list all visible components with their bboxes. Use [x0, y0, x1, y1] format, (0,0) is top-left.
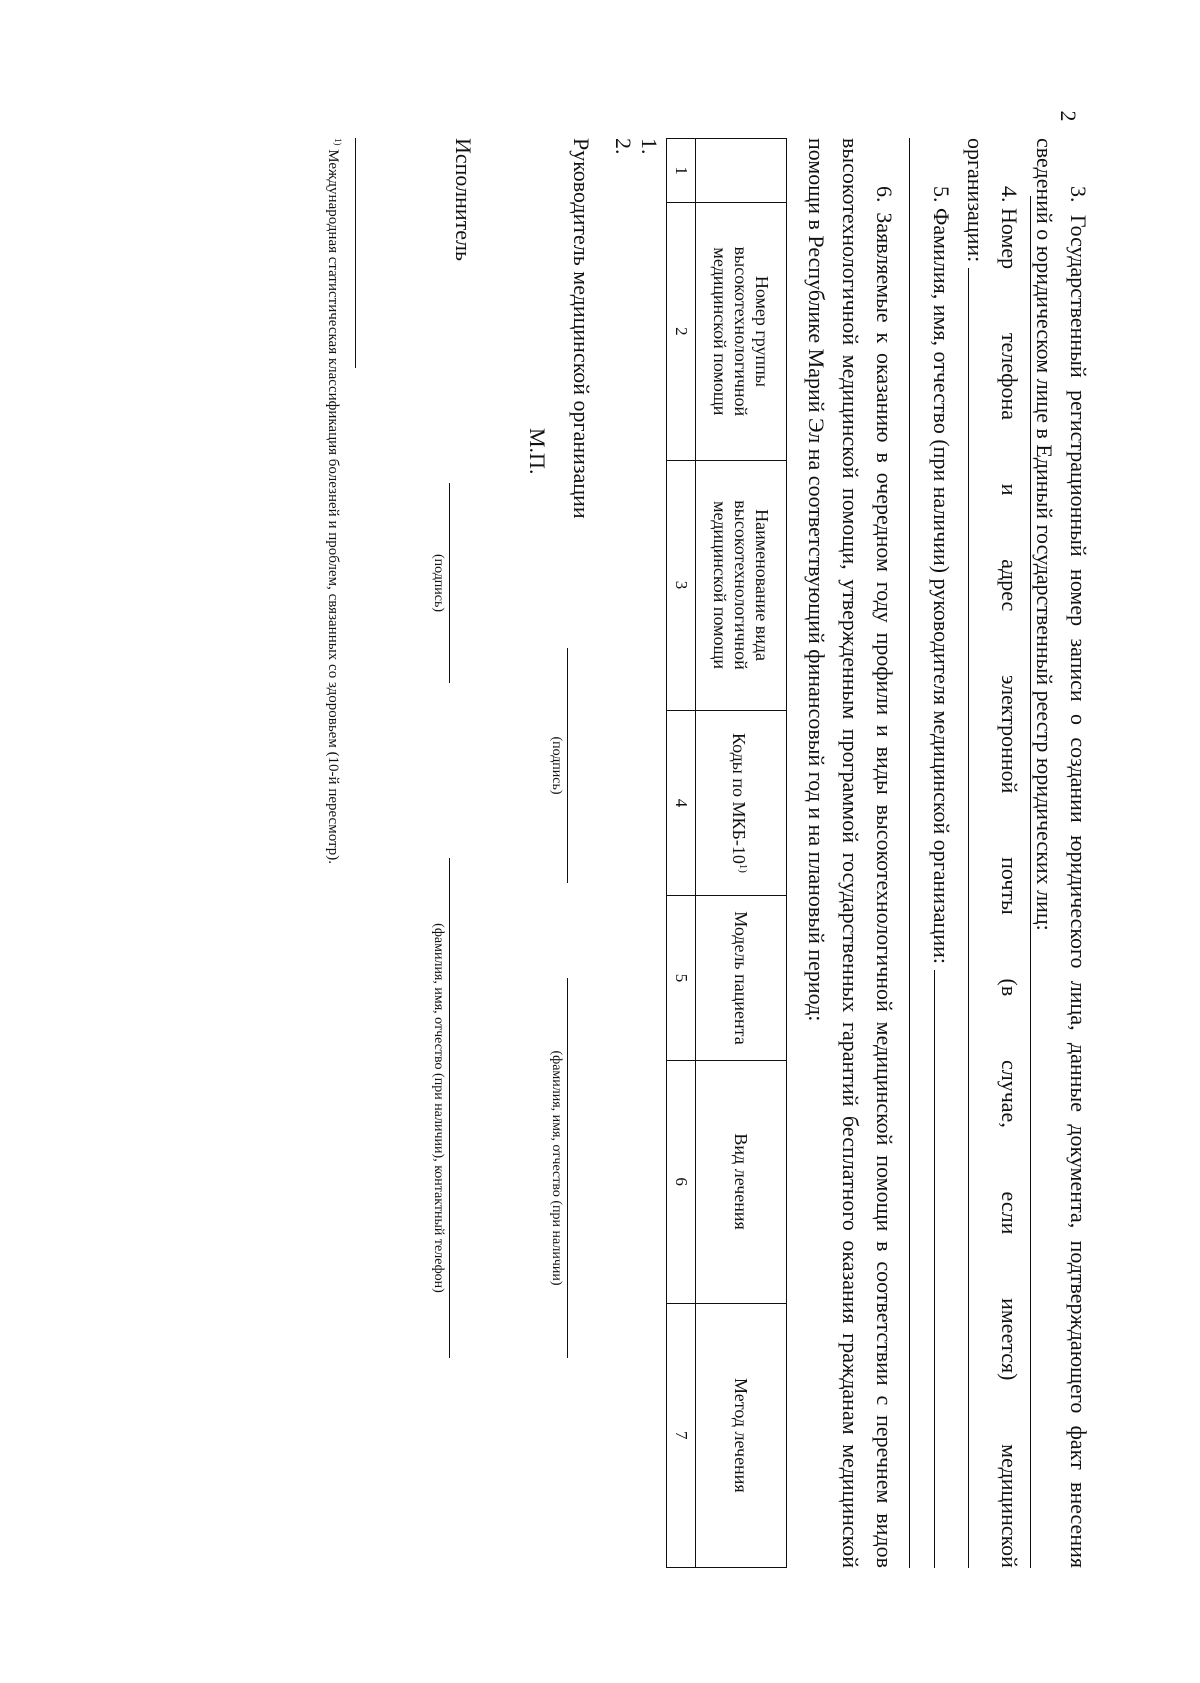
section-5-extra-line	[909, 138, 924, 1568]
mp-label: М.П.	[525, 428, 550, 475]
table-header-cell-6: Вид лечения	[696, 1060, 787, 1303]
executor-name-caption: (фамилия, имя, отчество (при наличии), контактный телефон)	[431, 923, 446, 1293]
numbered-list	[610, 138, 662, 1568]
section-4-word-7: (в	[997, 978, 1022, 997]
executor-signature-line	[449, 483, 476, 683]
executor-signature-caption: (подпись)	[431, 553, 446, 613]
list-item: 1.	[637, 138, 662, 155]
mkb-footnote-mark: 1)	[737, 863, 750, 873]
table-number-row	[667, 139, 696, 1568]
rotated-page-content	[165, 138, 1125, 1568]
section-4-blank-line	[968, 268, 991, 1568]
section-4-line	[992, 138, 1026, 1568]
executor-name-line	[449, 858, 476, 1358]
table-number-cell: 5	[667, 896, 696, 1060]
table-header-cell-7: Метод лечения	[696, 1303, 787, 1567]
footnote-separator	[355, 138, 356, 368]
section-4-word-8: случае,	[997, 1059, 1022, 1128]
table-header-row	[696, 139, 787, 1568]
head-signature-block	[476, 138, 594, 1568]
head-name-line	[567, 978, 594, 1358]
table-number-cell: 4	[667, 710, 696, 896]
section-4-word-2: телефона	[997, 332, 1022, 421]
section-4-word-6: почты	[997, 857, 1022, 915]
head-signature-caption: (подпись)	[549, 736, 564, 795]
section-5-line	[924, 138, 958, 1568]
executor-signature-block	[402, 138, 476, 1568]
section-4-continuation	[958, 138, 992, 1568]
section-4-word-3: и	[997, 483, 1022, 496]
head-name-caption: (фамилия, имя, отчество (при наличии)	[549, 1050, 564, 1286]
table-header-cell-2: Номер группы высокотехнологичной медицинской помощи	[696, 203, 787, 460]
section-5-label: 5. Фамилия, имя, отчество (при наличии) руководителя медицинской организации:	[929, 186, 954, 964]
section-4-word-11: медицинской	[997, 1444, 1022, 1568]
table-header-cell-5: Модель пациента	[696, 896, 787, 1060]
section-4-word-5: электронной	[997, 675, 1022, 794]
table-header-cell-4	[696, 710, 787, 896]
section-4-cont-label: организации:	[963, 138, 988, 263]
table-header-cell-3: Наименование вида высокотехнологичной медицинской помощи	[696, 460, 787, 710]
head-signature-line	[567, 648, 594, 883]
section-5-blank-line	[934, 970, 957, 1568]
executor-title: Исполнитель	[451, 138, 476, 262]
footnote-text: Международная статистическая классификация болезней и проблем, связанных со здоровьем (10-й пересмотр).	[325, 149, 341, 864]
table-header-cell-1	[696, 139, 787, 203]
head-title: Руководитель медицинской организации	[569, 138, 594, 519]
table-number-cell: 6	[667, 1060, 696, 1303]
section-4-word-9: если	[997, 1191, 1022, 1235]
section-6-body: 6. Заявляемые к оказанию в очередном году профили и виды высокотехнологичной медицинской помощи в соответствии с перечнем видов высокотехнологичной медицинской помощи, утвержденным программой государственных гарантий бесплатного оказания гражданам медицинской помощи в Республике Марий Эл на соответствующий финансовый год и на плановый период:	[804, 138, 897, 1568]
list-item: 2.	[611, 138, 636, 155]
table-number-cell: 7	[667, 1303, 696, 1567]
section-4-word-10: имеется)	[997, 1298, 1022, 1381]
footnote-mark: 1)	[333, 138, 343, 146]
page-number: 2	[1056, 110, 1081, 122]
table-number-cell: 2	[667, 203, 696, 460]
table-number-cell: 1	[667, 139, 696, 203]
section-4-word-4: адрес	[997, 559, 1022, 612]
footnote	[322, 138, 349, 1568]
section-4-word-1: 4. Номер	[997, 186, 1022, 270]
section-6-text	[799, 138, 901, 1568]
mkb-header-text: Коды по МКБ-10	[729, 733, 750, 864]
table-number-cell: 3	[667, 460, 696, 710]
section-3-body: 3. Государственный регистрационный номер записи о создании юридического лица, данные документа, подтверждающего факт внесения сведений о юридическом лице в Единый государственный реестр юридических лиц:	[1032, 138, 1091, 1568]
hightech-care-table	[666, 138, 787, 1568]
